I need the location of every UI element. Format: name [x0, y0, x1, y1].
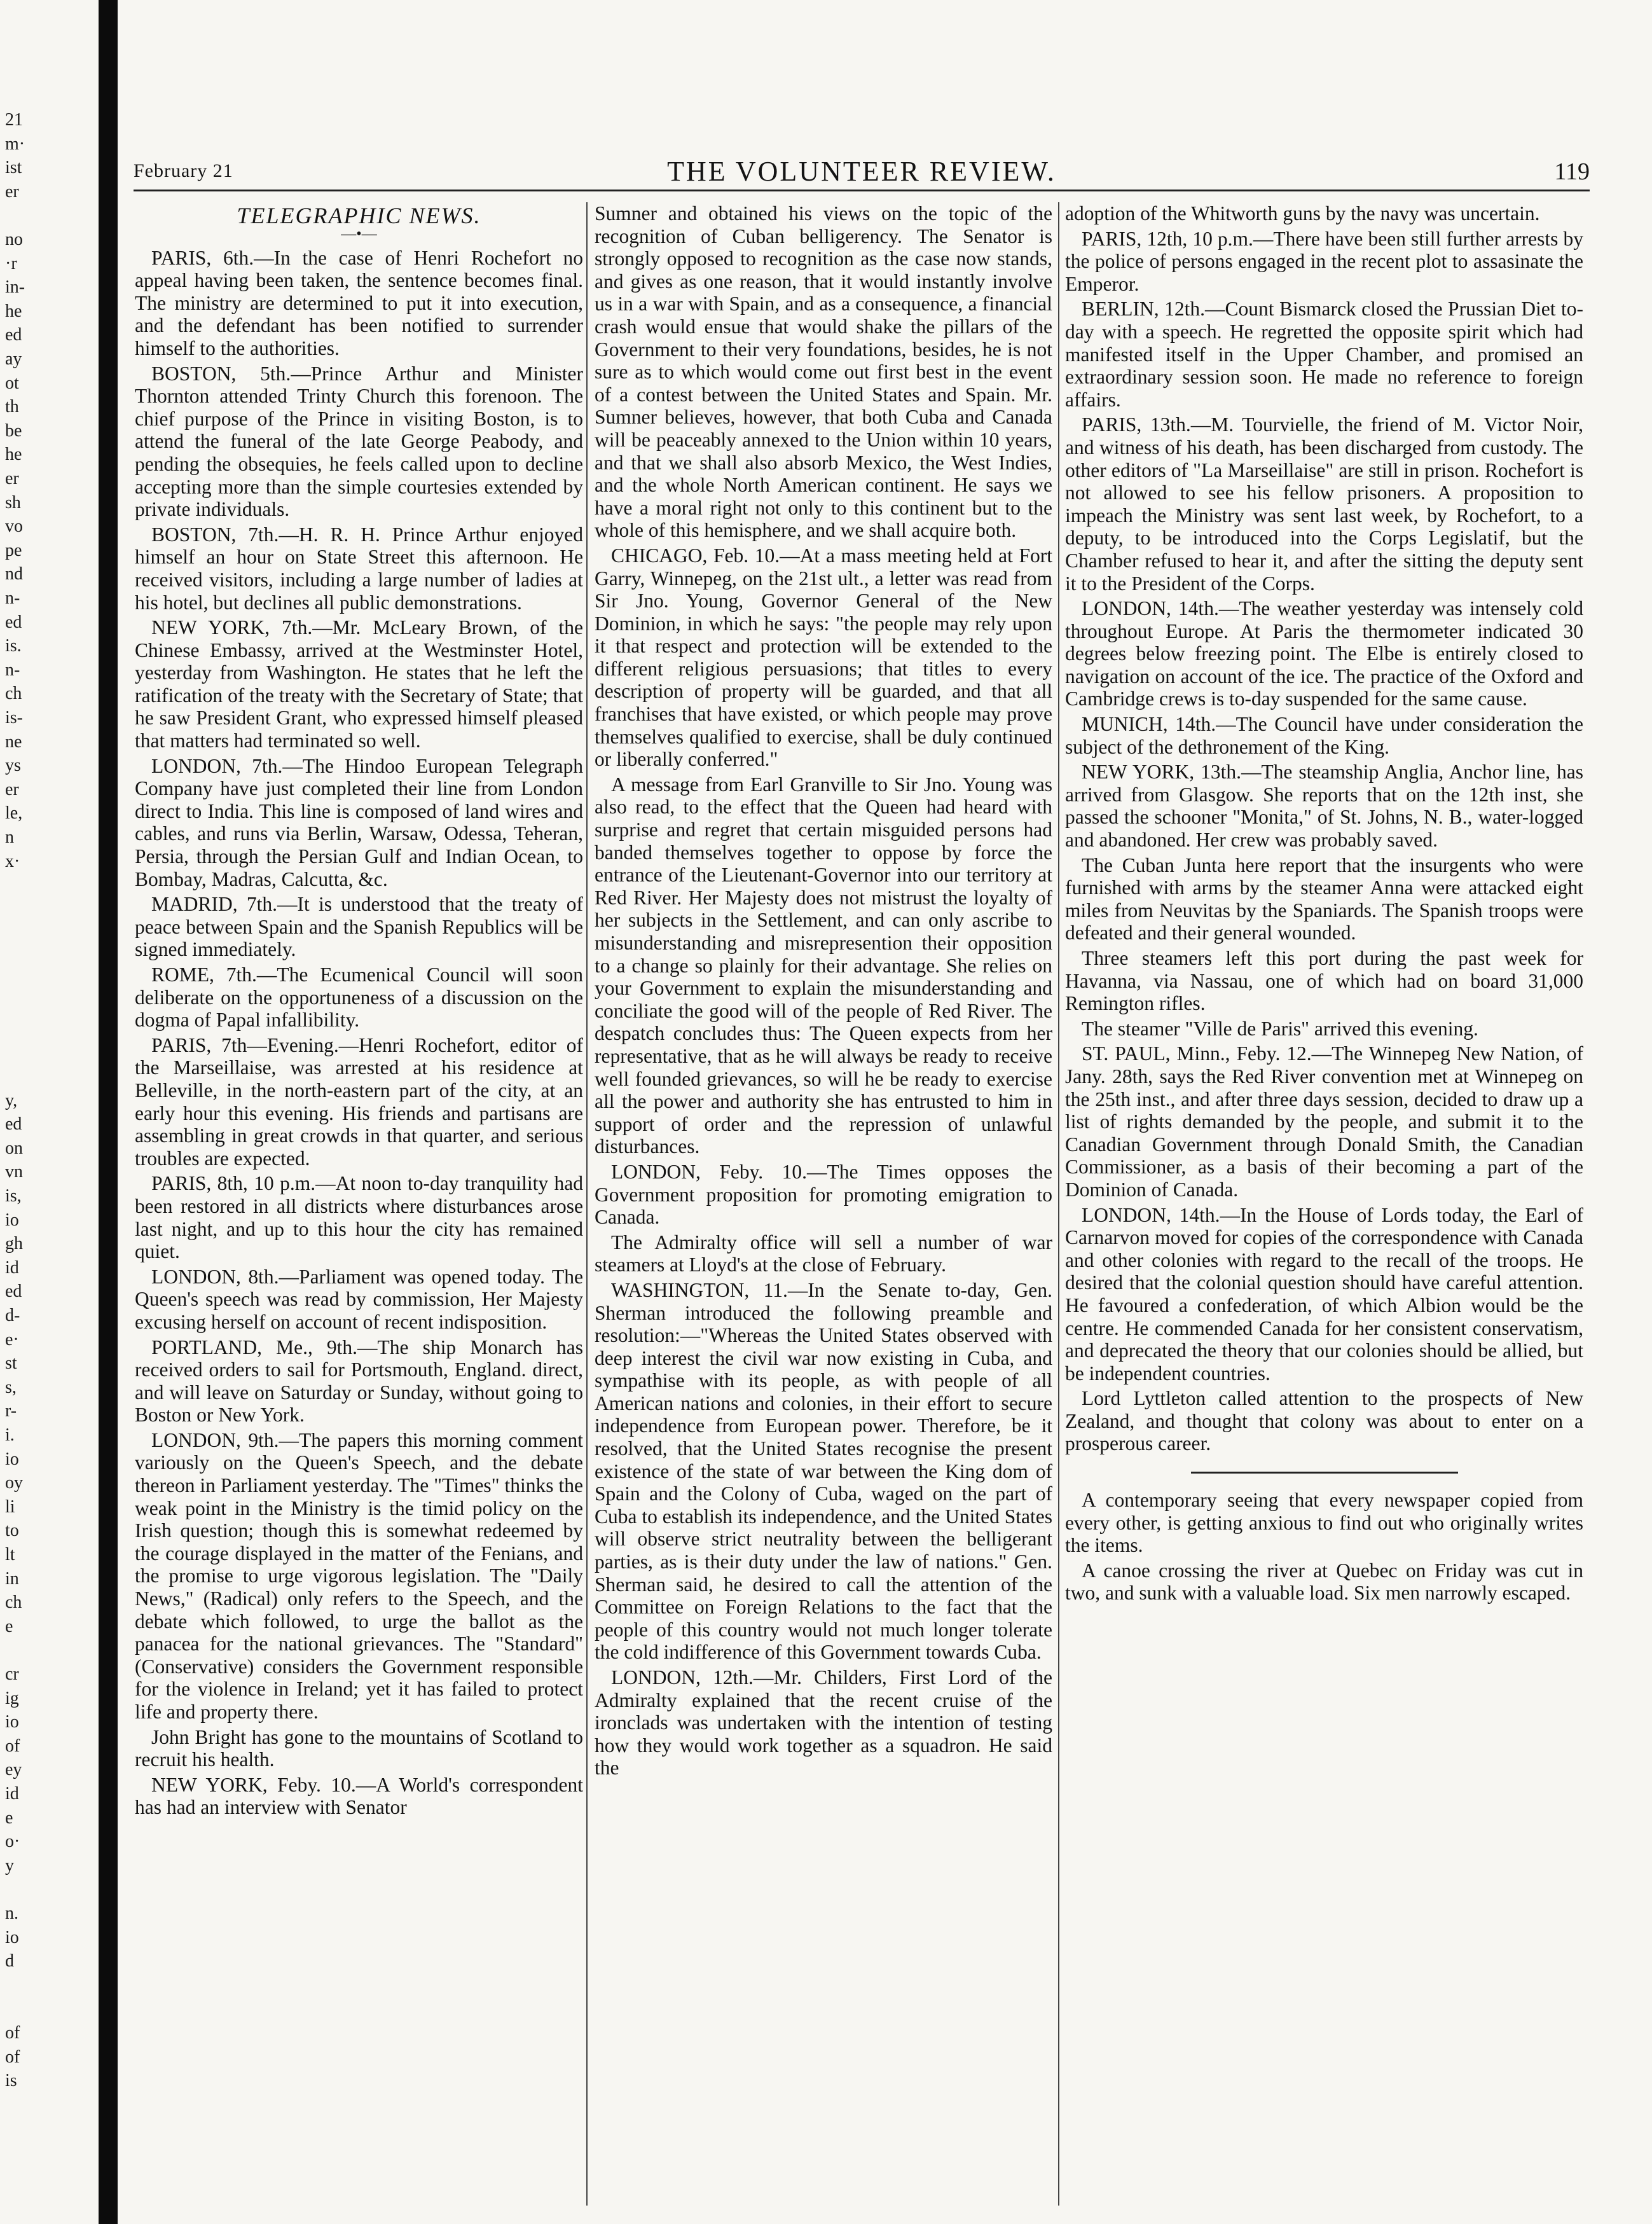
gutter-fragment: ch: [5, 684, 22, 704]
gutter-fragment: ed: [5, 1114, 22, 1135]
gutter-fragment: ed: [5, 612, 22, 632]
article-paragraph: LONDON, 7th.—The Hindoo European Telegraph Company have just completed their line from London direct to India. This line is composed of land wires and cables, and runs via Berlin, Warsaw, Odessa, Teheran, Persia, through the Persian Gulf and Indian Ocean, to Bombay, Madras, Calcutta, &c.: [135, 754, 583, 890]
gutter-fragment: no: [5, 230, 23, 249]
gutter-fragment: of: [5, 1736, 20, 1756]
gutter-fragment: n-: [5, 660, 20, 680]
article-paragraph: PORTLAND, Me., 9th.—The ship Monarch has received orders to sail for Portsmouth, England. direct, and will leave on Saturday or Sunday, without going to Boston or New York.: [135, 1336, 583, 1426]
gutter-fragment: lt: [5, 1545, 15, 1564]
gutter-fragment: is.: [5, 636, 22, 656]
article-paragraph: The steamer "Ville de Paris" arrived this evening.: [1082, 1017, 1478, 1040]
gutter-fragment: e: [5, 1616, 13, 1636]
article-paragraph: MADRID, 7th.—It is understood that the treaty of peace between Spain and the Spanish Republics will be signed immediately.: [135, 893, 583, 961]
article-paragraph: The Admiralty office will sell a number of war steamers at Lloyd's at the close of February.: [595, 1231, 1052, 1276]
gutter-fragment: io: [5, 1449, 19, 1469]
section-title: TELEGRAPHIC NEWS.: [237, 203, 481, 228]
article-paragraph: LONDON, 14th.—In the House of Lords today, the Earl of Carnarvon moved for copies of the correspondence with Canada and other colonies with regard to the recall of the troops. He desired that the colonial question should have careful attention. He favoured a confederation, of which Albion would be the centre. He commended Canada for her consistent conservatism, and deprecated the theory that our colonies should be allied, but be independent countries.: [1065, 1203, 1583, 1385]
gutter-fragment: e: [5, 1807, 13, 1828]
column-divider: [586, 202, 588, 2206]
gutter-fragment: y,: [5, 1090, 18, 1110]
gutter-fragment: ist: [5, 158, 22, 178]
gutter-fragment: d: [5, 1951, 14, 1972]
gutter-fragment: pe: [5, 540, 22, 560]
gutter-fragment: er: [5, 779, 19, 799]
gutter-fragment: er: [5, 181, 19, 202]
gutter-fragment: cr: [5, 1664, 19, 1684]
gutter-fragment: n: [5, 827, 14, 847]
gutter-fragment: of: [5, 2047, 20, 2067]
gutter-fragment: on: [5, 1138, 23, 1158]
page-number: 119: [1554, 158, 1590, 185]
gutter-fragment: d-: [5, 1306, 20, 1325]
gutter-fragment: o·: [5, 1832, 20, 1852]
gutter-fragment: id: [5, 1784, 19, 1804]
article-paragraph: CHICAGO, Feb. 10.—At a mass meeting held at Fort Garry, Winnepeg, on the 21st ult., a letter was read from Sir Jno. Young, Governor General of the New Dominion, in which he says: "the people may rely upon it that respect and protection will be extended to the different religious persuasions; that titles to every description of property will be guarded, and that all franchises that have existed, or which people may prove themselves qualified to exercise, shall be duly continued or liberally conferred.": [595, 544, 1052, 771]
gutter-fragment: in-: [5, 277, 25, 298]
gutter-fragment: e·: [5, 1329, 19, 1350]
gutter-fragment: sh: [5, 492, 21, 513]
gutter-fragment: vn: [5, 1162, 23, 1182]
article-paragraph: WASHINGTON, 11.—In the Senate to-day, Gen. Sherman introduced the following preamble and resolution:—"Whereas the United States observed with deep interest the civil war now existing in Cuba, and sympathise with its people, as with people of all American nations and colonies, in their effort to secure independence from European power. Therefore, be it resolved, that the United States recognise the present existence of the state of war between the King dom of Spain and the Colony of Cuba, waged on the part of Cuba to establish its independence, and the United States will observe strict neutrality between the belligerant parties, as is their duty under the law of nations." Gen. Sherman said, he desired to call the attention of the Committee on Foreign Relations to the fact that the people of this country would not much longer tolerate the cold indifference of this Government towards Cuba.: [595, 1278, 1052, 1664]
gutter-fragment: st: [5, 1353, 17, 1374]
binding-shadow: [99, 0, 118, 2224]
article-paragraph: MUNICH, 14th.—The Council have under consideration the subject of the dethronement of the King.: [1065, 713, 1583, 758]
article-paragraph: PARIS, 6th.—In the case of Henri Rochefort no appeal having been taken, the sentence becomes final. The ministry are determined to put it into execution, and the defendant has been notified to surrender himself to the authorities.: [135, 246, 583, 359]
column-1: [135, 202, 583, 2212]
gutter-fragment: ne: [5, 731, 22, 752]
gutter-fragment: ed: [5, 1281, 22, 1302]
gutter-fragment: nd: [5, 564, 23, 584]
article-paragraph: A canoe crossing the river at Quebec on Friday was cut in two, and sunk with a valuable load. Six men narrowly escaped.: [1065, 1559, 1583, 1605]
gutter-fragment: gh: [5, 1234, 23, 1254]
gutter-fragment: to: [5, 1521, 19, 1541]
gutter-fragment: ed: [5, 325, 22, 345]
gutter-fragment: ig: [5, 1688, 19, 1708]
gutter-fragment: io: [5, 1210, 19, 1230]
header-date: February 21: [134, 160, 233, 181]
gutter-fragment: x·: [5, 851, 20, 871]
article-paragraph: A contemporary seeing that every newspaper copied from every other, is getting anxious to find out who originally writes the items.: [1065, 1489, 1583, 1557]
article-paragraph: John Bright has gone to the mountains of Scotland to recruit his health.: [135, 1725, 583, 1771]
adjacent-page-gutter: [0, 111, 95, 2210]
article-paragraph: LONDON, Feby. 10.—The Times opposes the Government proposition for promoting emigration to Canada.: [595, 1160, 1052, 1229]
article-paragraph: ST. PAUL, Minn., Feby. 12.—The Winnepeg New Nation, of Jany. 28th, says the Red River convention met at Winnepeg on the 25th inst., and after three days session, decided to draw up a list of rights demanded by the people, and submit it to the Canadian Government through Donald Smith, the Canadian Commissioner, as a basis of their becoming a part of the Dominion of Canada.: [1065, 1042, 1583, 1201]
gutter-fragment: i.: [5, 1425, 15, 1445]
column-2-body: [595, 202, 1052, 1779]
gutter-fragment: ot: [5, 373, 19, 393]
gutter-fragment: n.: [5, 1903, 18, 1923]
column-2: [595, 202, 1052, 2212]
article-paragraph: LONDON, 9th.—The papers this morning comment variously on the Queen's Speech, and the debate thereon in Parliament yesterday. The "Times" thinks the weak point in the Ministry is the timid policy on the Irish question; though this is somewhat redeemed by the courage displayed in the matter of the Fenians, and the promise to urge vigorous legislation. The "Daily News," (Radical) only refers to the Speech, and the debate which followed, to urge the ballot as the panacea for the national grievances. The "Standard" (Conservative) considers the Government responsible for the violence in Ireland; yet it has failed to protect life and property there.: [135, 1428, 583, 1723]
column-3-body: [1065, 202, 1583, 1455]
article-paragraph: NEW YORK, 7th.—Mr. McLeary Brown, of the Chinese Embassy, arrived at the Westminster Hotel, yesterday from Washington. He states that he left the ratification of the treaty with the Secretary of State; that he saw President Grant, who expressed himself pleased that matters had terminated so well.: [135, 616, 583, 752]
article-paragraph: LONDON, 14th.—The weather yesterday was intensely cold throughout Europe. At Paris the thermometer indicated 30 degrees below freezing point. The Elbe is entirely closed to navigation on account of the ice. The practice of the Oxford and Cambridge crews is to-day suspended for the same cause.: [1065, 597, 1583, 710]
column-3: [1065, 202, 1583, 2212]
publication-title: THE VOLUNTEER REVIEW.: [667, 156, 1056, 187]
gutter-fragment: he: [5, 445, 22, 465]
gutter-fragment: s,: [5, 1377, 17, 1397]
gutter-fragment: id: [5, 1257, 19, 1278]
gutter-fragment: ch: [5, 1592, 22, 1613]
article-paragraph: BOSTON, 5th.—Prince Arthur and Minister Thornton attended Trinty Church this forenoon. The chief purpose of the Prince in visiting Boston, is to attend the funeral of the late George Peabody, and pending the obsequies, he feels called upon to decline accepting more than the simple courtesies extended by private individuals.: [135, 362, 583, 521]
article-paragraph: Lord Lyttleton called attention to the prospects of New Zealand, and thought that colony was about to enter on a prosperous career.: [1065, 1387, 1583, 1455]
gutter-fragment: th: [5, 397, 19, 417]
section-separator: [1191, 1472, 1458, 1474]
gutter-fragment: he: [5, 301, 22, 321]
column-3-briefs: [1065, 1489, 1583, 1605]
article-paragraph: BOSTON, 7th.—H. R. H. Prince Arthur enjoyed himself an hour on State Street this afternoon. He received visitors, including a large number of ladies at his hotel, but declines all public demonstrations.: [135, 523, 583, 614]
article-paragraph: LONDON, 8th.—Parliament was opened today. The Queen's speech was read by commission, Her Majesty excusing herself on account of recent indisposition.: [135, 1265, 583, 1333]
article-paragraph: adoption of the Whitworth guns by the navy was uncertain.: [1065, 202, 1540, 224]
article-paragraph: The Cuban Junta here report that the insurgents who were furnished with arms by the steamer Anna were attacked eight miles from Neuvitas by the Spaniards. The Spanish troops were defeated and their general wounded.: [1065, 853, 1583, 944]
gutter-fragment: ·r: [5, 253, 17, 273]
gutter-fragment: ey: [5, 1760, 22, 1780]
article-paragraph: A message from Earl Granville to Sir Jno. Young was also read, to the effect that the Queen had heard with surprise and regret that certain misguided persons had banded themselves together to oppose by force the entrance of the Lieutenant-Governor into our territory at Red River. Her Majesty does not mistrust the loyalty of her subjects in the Settlement, and can only ascribe to misunderstanding and misrepresention their opposition to a change so plainly for their advantage. She relies on your Government to explain the misunderstanding and conciliate the good will of the people of Red River. The despatch concludes thus: The Queen expects from her representative, that as he will always be ready to receive well founded grievances, so will he be ready to exercise all the power and authority she has entrusted to him in support of order and the repression of unlawful disturbances.: [595, 773, 1052, 1158]
gutter-fragment: 21: [5, 110, 23, 130]
title-ornament: —•—: [341, 225, 377, 242]
page-header: [134, 153, 1590, 188]
gutter-fragment: io: [5, 1712, 19, 1732]
gutter-fragment: is,: [5, 1186, 22, 1206]
article-paragraph: Sumner and obtained his views on the topic of the recognition of Cuban belligerency. The Senator is strongly opposed to recognition as the case now stands, and gives as one reason, that it would instantly involve us in a war with Spain, and as a consequence, a financial crash would ensue that would shake the pillars of the Government to their very foundations, besides, he is not sure as to which would come out first best in the event of a contest between the United States and Spain. Mr. Sumner believes, however, that both Cuba and Canada will be peaceably annexed to the Union within 10 years, and that we shall also absorb Mexico, the West Indies, and the whole North American continent. He says we have a moral right not only to this continent but to the whole of this hemisphere, and we shall acquire both.: [595, 202, 1052, 542]
gutter-fragment: is: [5, 2071, 17, 2091]
gutter-fragment: of: [5, 2023, 20, 2043]
article-paragraph: BERLIN, 12th.—Count Bismarck closed the Prussian Diet to-day with a speech. He regretted the opposite spirit which had manifested itself in the Upper Chamber, and promised an extraordinary session soon. He made no reference to foreign affairs.: [1065, 298, 1583, 411]
gutter-fragment: y: [5, 1855, 14, 1875]
article-paragraph: NEW YORK, Feby. 10.—A World's correspondent has had an interview with Senator: [135, 1773, 583, 1819]
article-paragraph: NEW YORK, 13th.—The steamship Anglia, Anchor line, has arrived from Glasgow. She reports that on the 12th inst, she passed the schooner "Monita," of St. Johns, N. B., water-logged and abandoned. Her crew was probably saved.: [1065, 761, 1583, 852]
gutter-fragment: er: [5, 469, 19, 488]
header-rule: [134, 190, 1590, 191]
gutter-fragment: li: [5, 1496, 15, 1517]
column-1-body: [135, 247, 583, 1819]
article-paragraph: Three steamers left this port during the past week for Havanna, via Nassau, one of which had on board 31,000 Remington rifles.: [1065, 947, 1583, 1015]
gutter-fragment: io: [5, 1927, 19, 1947]
gutter-fragment: ys: [5, 756, 21, 776]
gutter-fragment: in: [5, 1568, 19, 1589]
article-paragraph: PARIS, 12th, 10 p.m.—There have been still further arrests by the police of persons engaged in the recent plot to assasinate the Emperor.: [1065, 227, 1583, 295]
gutter-fragment: vo: [5, 516, 23, 537]
gutter-fragment: ay: [5, 349, 22, 369]
gutter-fragment: be: [5, 420, 22, 441]
article-paragraph: LONDON, 12th.—Mr. Childers, First Lord of the Admiralty explained that the recent cruise of the ironclads was undertaken with the intention of testing how they would work together as a squadron. He said the: [595, 1666, 1052, 1779]
article-paragraph: ROME, 7th.—The Ecumenical Council will soon deliberate on the opportuneness of a discussion on the dogma of Papal infallibility.: [135, 964, 583, 1032]
gutter-fragment: n-: [5, 588, 20, 608]
column-divider: [1058, 202, 1059, 2206]
article-paragraph: PARIS, 13th.—M. Tourvielle, the friend of M. Victor Noir, and witness of his death, has been discharged from custody. The other editors of "La Marseillaise" are still in prison. Rochefort is not allowed to see his fellow prisoners. A proposition to impeach the Ministry was sent last week, by Rochefort, to a deputy, to be introduced into the Corps Legislatif, but the Chamber refused to hear it, and after the sitting the deputy sent it to the President of the Corps.: [1065, 413, 1583, 595]
gutter-fragment: m·: [5, 134, 25, 154]
article-paragraph: PARIS, 8th, 10 p.m.—At noon to-day tranquility had been restored in all districts where disturbances arose last night, and up to this hour the city has remained quiet.: [135, 1172, 583, 1263]
gutter-fragment: is-: [5, 708, 23, 728]
gutter-fragment: r-: [5, 1401, 17, 1421]
gutter-fragment: le,: [5, 803, 23, 824]
article-paragraph: PARIS, 7th—Evening.—Henri Rochefort, editor of the Marseillaise, was arrested at his residence at Belleville, in the north-eastern part of the city, at an early hour this evening. His friends and partisans are assembling in great crowds in that quarter, and serious troubles are expected.: [135, 1033, 583, 1170]
gutter-fragment: oy: [5, 1473, 23, 1493]
